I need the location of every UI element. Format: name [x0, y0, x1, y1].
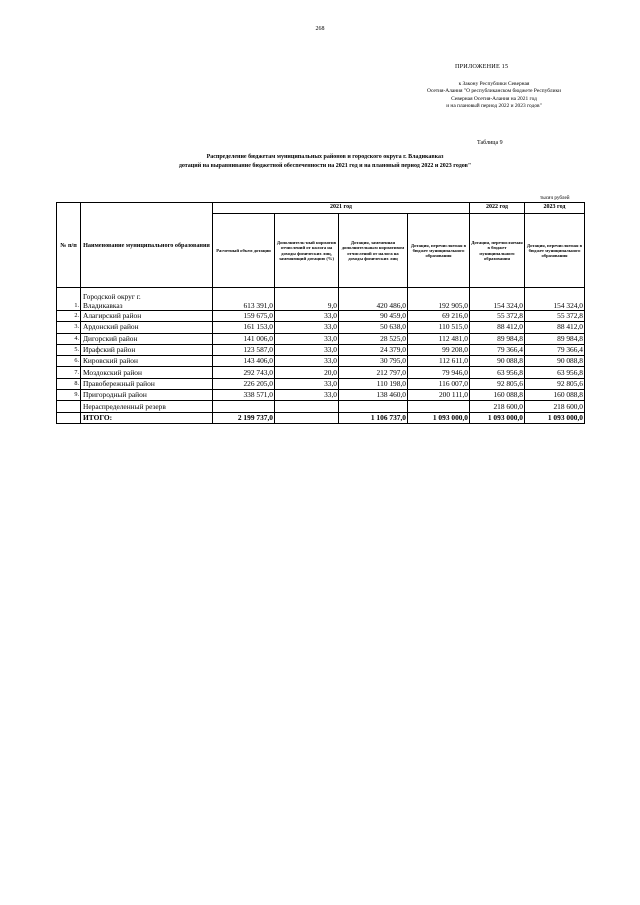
caption-line: Распределение бюджетам муниципальных районов и городского округа г. Владикавказ	[206, 154, 444, 160]
reserve-row	[57, 401, 585, 412]
transferred-2021-cell: 200 111,0	[408, 390, 470, 401]
header-2022: 2022 год	[470, 203, 525, 214]
transferred-2023-cell: 90 088,8	[525, 356, 585, 367]
transferred-2022-cell: 154 324,0	[470, 288, 525, 311]
transferred-2022-cell: 160 088,8	[470, 390, 525, 401]
municipality-name-line: Дигорский район	[83, 333, 138, 343]
transferred-2023-cell: 55 372,8	[525, 311, 585, 322]
calc-volume-cell: 292 743,0	[213, 367, 275, 378]
transferred-2022-cell: 55 372,8	[470, 311, 525, 322]
total-label: ИТОГО:	[81, 412, 213, 423]
law-line: Осетия-Алания "О республиканском бюджете Республики	[427, 88, 561, 95]
transferred-2021-cell: 1 093 000,0	[408, 412, 470, 423]
municipality-name-line: Моздокский район	[83, 367, 142, 377]
transferred-2023-cell: 218 600,0	[525, 401, 585, 412]
transferred-2021-cell: 112 481,0	[408, 333, 470, 344]
row-number: 9.	[57, 390, 81, 401]
header-num: № п/п	[57, 203, 81, 288]
law-line: Северная Осетия-Алания на 2021 год	[451, 95, 537, 102]
additional-norm-cell	[275, 412, 339, 423]
calc-volume-cell: 159 675,0	[213, 311, 275, 322]
table-row	[57, 311, 585, 322]
transferred-2022-cell: 89 984,8	[470, 333, 525, 344]
row-number	[57, 401, 81, 412]
additional-norm-cell: 33,0	[275, 378, 339, 389]
table-row	[57, 356, 585, 367]
caption-line: дотаций на выравнивание бюджетной обеспеченности на 2021 год и на плановый период 2022 и 2023 годов"	[178, 163, 472, 169]
page-number: 268	[315, 26, 325, 32]
calc-volume-cell: 143 406,0	[213, 356, 275, 367]
table-row	[57, 322, 585, 333]
replaced-grant-cell: 110 198,0	[339, 378, 408, 389]
municipality-name	[81, 344, 213, 355]
municipality-name	[81, 288, 213, 311]
replaced-grant-cell: 1 106 737,0	[339, 412, 408, 423]
row-number: 3.	[57, 322, 81, 333]
calc-volume-cell: 141 006,0	[213, 333, 275, 344]
header-transferred-2023: Дотация, перечисляемая в бюджет муниципального образования	[525, 214, 585, 288]
transferred-2023-cell: 160 088,8	[525, 390, 585, 401]
header-calc: Расчетный объем дотации	[213, 214, 275, 288]
header-2023: 2023 год	[525, 203, 585, 214]
table-row	[57, 367, 585, 378]
transferred-2023-cell: 154 324,0	[525, 288, 585, 311]
replaced-grant-cell: 30 795,0	[339, 356, 408, 367]
transferred-2022-cell: 90 088,8	[470, 356, 525, 367]
transferred-2023-cell: 89 984,8	[525, 333, 585, 344]
transferred-2021-cell: 79 946,0	[408, 367, 470, 378]
municipality-name	[81, 378, 213, 389]
transferred-2023-cell: 79 366,4	[525, 344, 585, 355]
header-2021: 2021 год	[213, 203, 470, 214]
distribution-table	[56, 202, 585, 424]
table-caption	[60, 153, 590, 171]
reserve-name: Нераспределенный резерв	[81, 401, 213, 412]
calc-volume-cell: 338 571,0	[213, 390, 275, 401]
transferred-2022-cell: 92 805,6	[470, 378, 525, 389]
table-row	[57, 344, 585, 355]
replaced-grant-cell: 138 460,0	[339, 390, 408, 401]
municipality-name	[81, 356, 213, 367]
municipality-name-line: Алагирский район	[83, 311, 142, 321]
row-number	[57, 412, 81, 423]
municipality-name	[81, 311, 213, 322]
law-line: и на плановый период 2022 и 2023 годов"	[446, 102, 542, 109]
transferred-2021-cell: 112 611,0	[408, 356, 470, 367]
replaced-grant-cell: 28 525,0	[339, 333, 408, 344]
table-row	[57, 378, 585, 389]
municipality-name-line: Владикавказ	[83, 301, 123, 310]
additional-norm-cell: 33,0	[275, 322, 339, 333]
transferred-2023-cell: 92 805,6	[525, 378, 585, 389]
additional-norm-cell	[275, 401, 339, 412]
table-row	[57, 288, 585, 311]
table-row	[57, 390, 585, 401]
calc-volume-cell: 123 587,0	[213, 344, 275, 355]
municipality-name-line: Ирафский район	[83, 345, 136, 355]
transferred-2022-cell: 1 093 000,0	[470, 412, 525, 423]
additional-norm-cell: 33,0	[275, 344, 339, 355]
calc-volume-cell: 613 391,0	[213, 288, 275, 311]
transferred-2022-cell: 79 366,4	[470, 344, 525, 355]
law-reference	[405, 81, 583, 110]
transferred-2021-cell: 116 007,0	[408, 378, 470, 389]
municipality-name	[81, 333, 213, 344]
table-number: Таблица 9	[477, 140, 503, 146]
row-number: 2.	[57, 311, 81, 322]
replaced-grant-cell: 24 379,0	[339, 344, 408, 355]
transferred-2021-cell: 69 216,0	[408, 311, 470, 322]
additional-norm-cell: 33,0	[275, 390, 339, 401]
units-label: тысяч рублей	[540, 195, 570, 201]
municipality-name	[81, 367, 213, 378]
municipality-name-line: Городской округ г.	[83, 292, 141, 301]
transferred-2021-cell: 110 515,0	[408, 322, 470, 333]
total-row	[57, 412, 585, 423]
transferred-2023-cell: 1 093 000,0	[525, 412, 585, 423]
transferred-2021-cell: 192 905,0	[408, 288, 470, 311]
transferred-2023-cell: 63 956,8	[525, 367, 585, 378]
transferred-2021-cell: 99 208,0	[408, 344, 470, 355]
calc-volume-cell: 226 205,0	[213, 378, 275, 389]
replaced-grant-cell	[339, 401, 408, 412]
transferred-2021-cell	[408, 401, 470, 412]
law-line: к Закону Республики Северная	[458, 81, 530, 87]
additional-norm-cell: 33,0	[275, 333, 339, 344]
calc-volume-cell	[213, 401, 275, 412]
row-number: 8.	[57, 378, 81, 389]
municipality-name	[81, 390, 213, 401]
row-number: 7.	[57, 367, 81, 378]
municipality-name-line: Пригородный район	[83, 390, 147, 400]
municipality-name-line: Правобережный район	[83, 378, 155, 388]
additional-norm-cell: 20,0	[275, 367, 339, 378]
row-number: 1.	[57, 288, 81, 311]
replaced-grant-cell: 50 638,0	[339, 322, 408, 333]
municipality-name	[81, 322, 213, 333]
additional-norm-cell: 33,0	[275, 356, 339, 367]
header-replaced: Дотация, замененная дополнительным нормативом отчислений от налога на доходы физических лиц	[339, 214, 408, 288]
calc-volume-cell: 161 153,0	[213, 322, 275, 333]
header-additional: Дополнитель-ный норматив отчислений от налога на доходы физических лиц, заменяющий дотацию (%)	[275, 214, 339, 288]
calc-volume-cell: 2 199 737,0	[213, 412, 275, 423]
replaced-grant-cell: 420 486,0	[339, 288, 408, 311]
replaced-grant-cell: 212 797,0	[339, 367, 408, 378]
transferred-2023-cell: 88 412,0	[525, 322, 585, 333]
municipality-name-line: Кировский район	[83, 356, 138, 366]
transferred-2022-cell: 63 956,8	[470, 367, 525, 378]
replaced-grant-cell: 90 459,0	[339, 311, 408, 322]
municipality-name-line: Ардонский район	[83, 322, 139, 332]
header-transferred-2022: Дотация, перечисляемая в бюджет муниципального образования	[470, 214, 525, 288]
row-number: 6.	[57, 356, 81, 367]
appendix-title: ПРИЛОЖЕНИЕ 15	[455, 63, 509, 70]
header-transferred: Дотация, перечисляемая в бюджет муниципального образования	[408, 214, 470, 288]
table-row	[57, 333, 585, 344]
additional-norm-cell: 9,0	[275, 288, 339, 311]
header-name: Наименование муниципального образования	[81, 203, 213, 288]
additional-norm-cell: 33,0	[275, 311, 339, 322]
transferred-2022-cell: 218 600,0	[470, 401, 525, 412]
row-number: 4.	[57, 333, 81, 344]
row-number: 5.	[57, 344, 81, 355]
transferred-2022-cell: 88 412,0	[470, 322, 525, 333]
